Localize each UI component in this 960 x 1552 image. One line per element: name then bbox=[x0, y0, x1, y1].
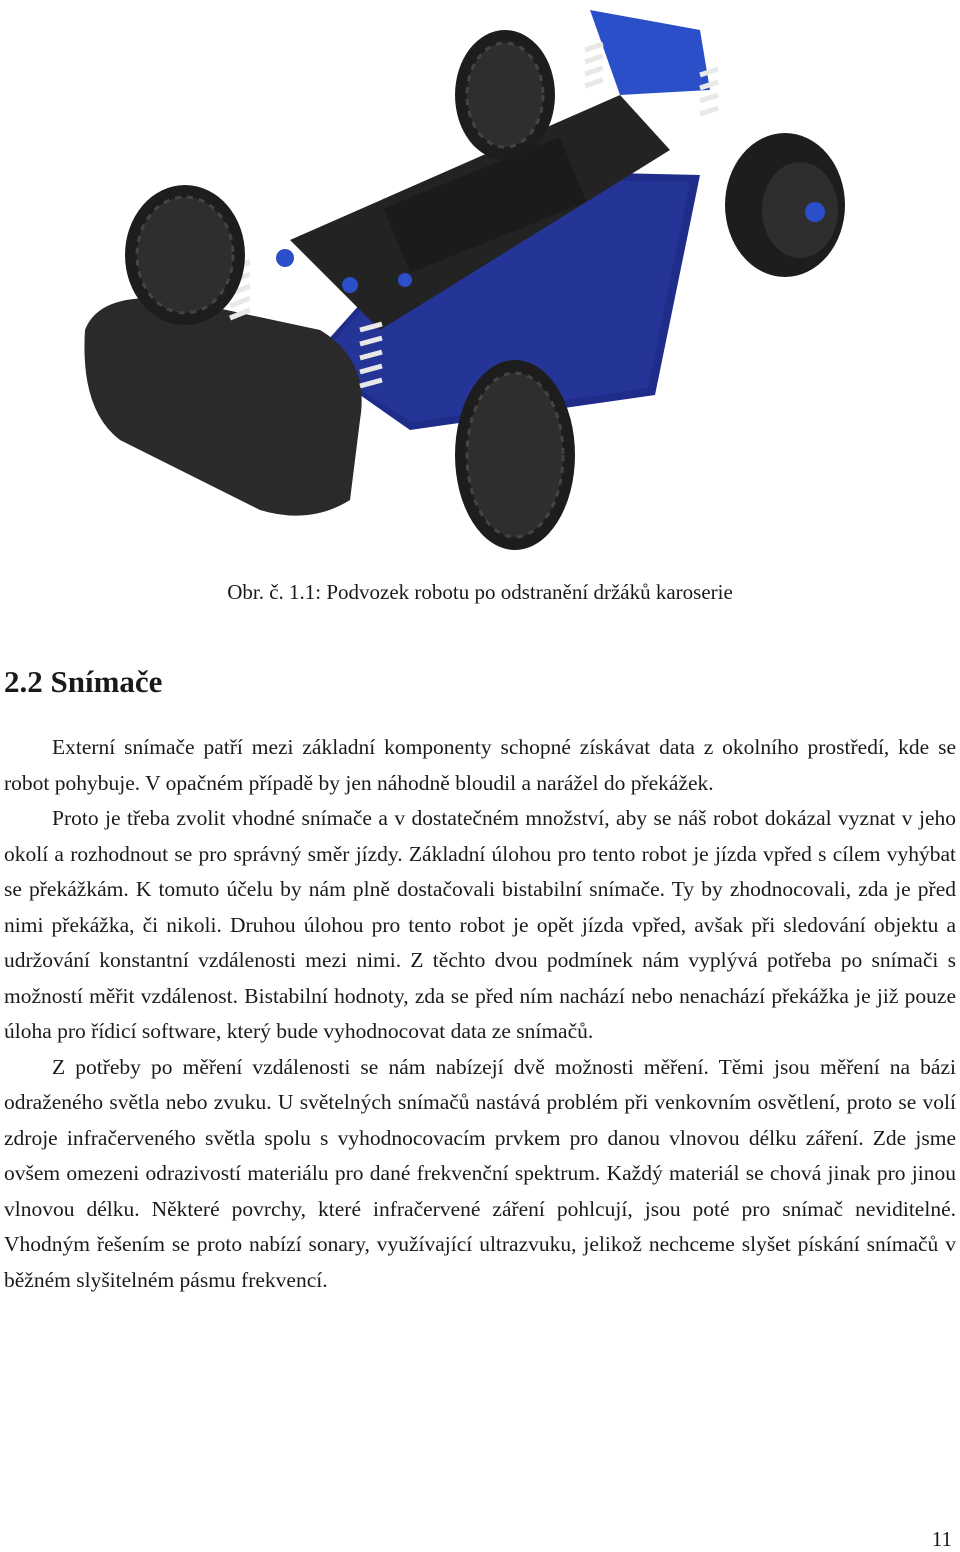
section-body bbox=[4, 730, 956, 1298]
section-heading: 2.2 Snímače bbox=[4, 664, 163, 699]
paragraph: Z potřeby po měření vzdálenosti se nám nabízejí dvě možnosti měření. Těmi jsou měření na bázi odraženého světla nebo zvuku. U světelných snímačů nastává problém při venkovním osvětlení, proto se volí zdroje infračerveného světla spolu s vyhodnocovacím prvkem pro danou vlnovou délku záření. Zde jsme ovšem omezeni odrazivostí materiálu pro dané frekvenční spektrum. Každý materiál se chová jinak pro jinou vlnovou délku. Některé povrchy, které infračervené záření pohlcují, jsou poté pro snímač neviditelné. Vhodným řešením se proto nabízí sonary, využívající ultrazvuku, jelikož nechceme slyšet pískání snímačů v běžném slyšitelném pásmu frekvencí. bbox=[4, 1054, 956, 1292]
paragraph: Externí snímače patří mezi základní komponenty schopné získávat data z okolního prostředí, kde se robot pohybuje. V opačném případě by jen náhodně bloudil a narážel do překážek. bbox=[4, 735, 956, 795]
robot-chassis-photo bbox=[60, 0, 860, 565]
front-bumper bbox=[84, 298, 361, 516]
robot-chassis-figure bbox=[60, 0, 860, 565]
rear-frame bbox=[590, 10, 710, 95]
paragraph: Proto je třeba zvolit vhodné snímače a v dostatečném množství, aby se náš robot dokázal vyznat v jeho okolí a rozhodnout se pro správný směr jízdy. Základní úlohou pro tento robot je jízda vpřed s cílem vyhýbat se překážkám. K tomuto účelu by nám plně dostačovali bistabilní snímače. Ty by zhodnocovali, zda je před nimi překážka, či nikoli. Druhou úlohou pro tento robot je opět jízda vpřed, avšak při sledování objektu a udržování konstantní vzdálenosti mezi nimi. Z těchto dvou podmínek nám vyplývá potřeba po snímači s možností měřit vzdálenost. Bistabilní hodnoty, zda se před ním nachází nebo nenachází překážka je již pouze úloha pro řídicí software, který bude vyhodnocovat data ze snímačů. bbox=[4, 806, 956, 1043]
figure-caption: Obr. č. 1.1: Podvozek robotu po odstranění držáků karoserie bbox=[227, 580, 733, 604]
page-number: 11 bbox=[931, 1527, 952, 1551]
